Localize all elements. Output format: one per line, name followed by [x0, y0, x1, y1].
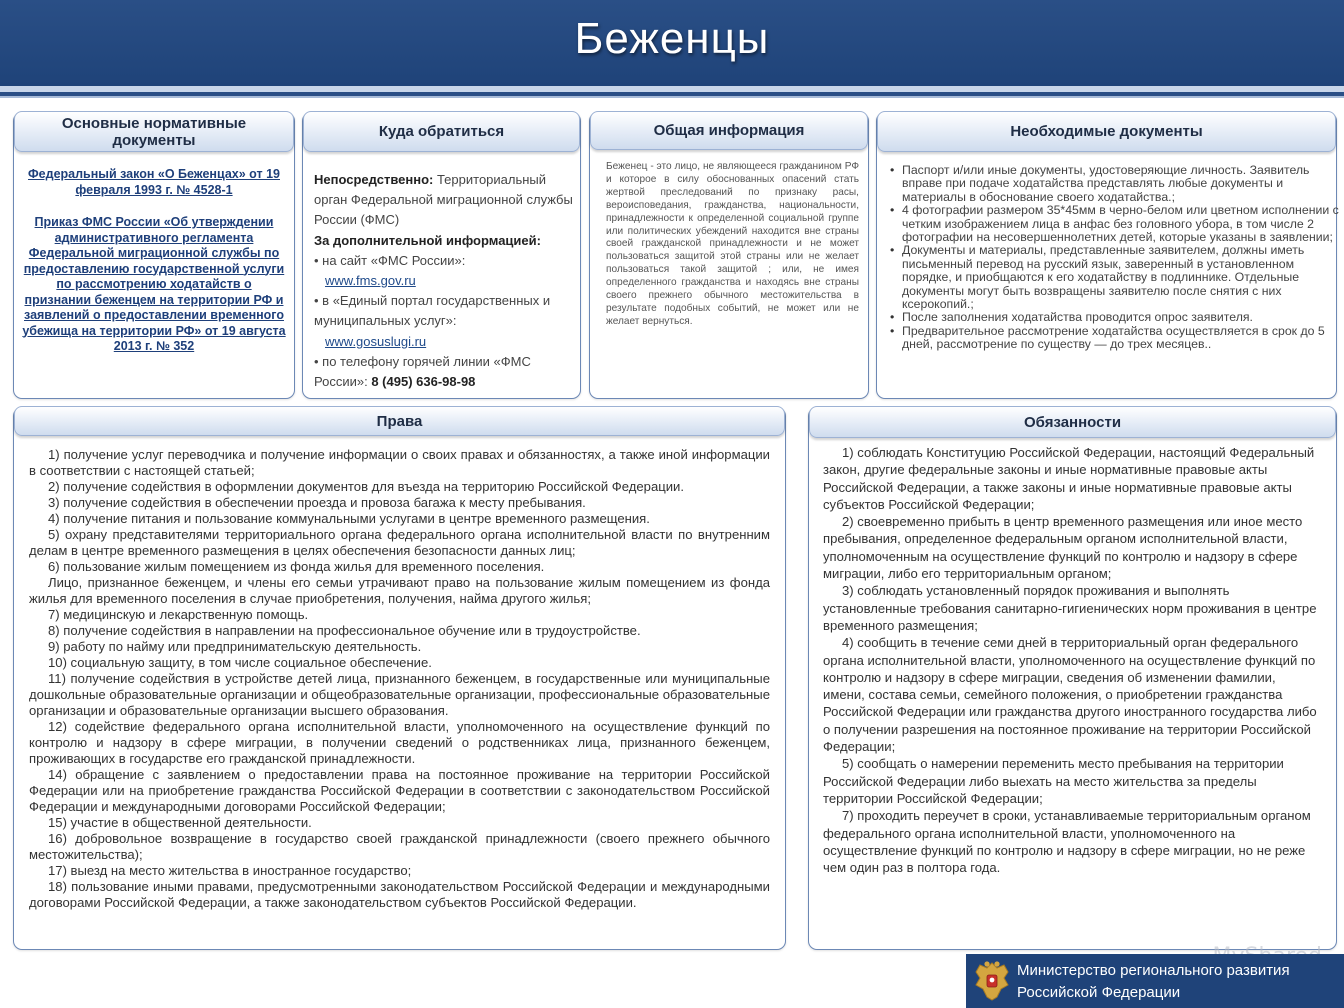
list-item: 12) содействие федерального органа исполнительной власти, уполномоченного на осуществление функций по контролю и надзору в сфере миграции, в получении сведений о родственниках лица, признанного беженцем, проживающих в государстве его гражданской принадлежности. — [29, 718, 770, 766]
duties-tab: Обязанности — [809, 406, 1336, 438]
list-item: 18) пользование иными правами, предусмотренными законодательством Российской Федерации и международными договорами Российской Федерации, а также законодательством субъектов Российской Федерации. — [29, 878, 770, 910]
list-item: 16) добровольное возвращение в государство своей гражданской принадлежности (своего прежнего обычного местожительства); — [29, 830, 770, 862]
direct-label: Непосредственно: — [314, 172, 434, 187]
extra-info-label: За дополнительной информацией: — [314, 232, 541, 248]
list-item: 4) получение питания и пользование коммунальными услугами в центре временного размещения. — [48, 510, 650, 526]
title-banner — [0, 0, 1344, 86]
list-item: • После заполнения ходатайства проводится опрос заявителя. — [902, 311, 1340, 324]
list-item: 7) медицинскую и лекарственную помощь. — [48, 606, 309, 622]
normative-docs-list — [22, 167, 286, 355]
rights-list — [29, 447, 770, 911]
ministry-name-line1: Министерство регионального развития — [1017, 962, 1290, 979]
list-item: 9) работу по найму или предпринимательскую деятельность. — [48, 638, 422, 654]
list-item: 8) получение содействия в направлении на профессиональное обучение или в трудоустройстве. — [48, 622, 641, 638]
duties-list — [823, 444, 1321, 876]
list-item: Лицо, признанное беженцем, и члены его семьи утрачивают право на пользование жилым помещением из фонда жилья для временного поселения в случае приобретения, получения, найма другого жилья; — [29, 574, 770, 606]
list-item: 14) обращение с заявлением о предоставлении права на постоянное проживание на территории Российской Федерации или на приобретение гражданства Российской Федерации в соответствии с законодательством Российской Федерации и международными договорами Российской Федерации; — [29, 766, 770, 814]
list-item: 3) получение содействия в обеспечении проезда и провоза багажа к месту пребывания. — [48, 494, 586, 510]
ministry-name-line2: Российской Федерации — [1017, 984, 1181, 1001]
general-info-text: Беженец - это лицо, не являющееся гражданином РФ и которое в силу обоснованных опасений стать жертвой преследований по признаку расы, вероисповедания, гражданства, национальности, принадлежности к определенной социальной группе или политических убеждений находится вне страны своей гражданской принадлежности и не может пользоваться защитой этой страны или не желает пользоваться такой защитой ; или, не имея определенного гражданства и находясь вне страны своего прежнего обычного местожительства в результате подобных событий, не может или не желает вернуться. — [606, 161, 859, 327]
where-tab: Куда обратиться — [303, 111, 580, 152]
general-info-tab: Общая информация — [590, 111, 868, 150]
list-item: 6) пользование жилым помещением из фонда жилья для временного поселения. — [48, 558, 545, 574]
fms-site-link[interactable]: www.fms.gov.ru — [325, 273, 416, 289]
required-docs-list — [888, 164, 1340, 352]
gosuslugi-link[interactable]: www.gosuslugi.ru — [325, 333, 427, 349]
portal-text: в «Единый портал государственных и муниципальных услуг»: — [314, 293, 551, 329]
site-text: на сайт «ФМС России»: — [322, 252, 466, 268]
list-item: 1) получение услуг переводчика и получение информации о своих правах и обязанностях, а также иной информации в соответствии с настоящей статьей; — [29, 447, 770, 478]
list-item: 17) выезд на место жительства в иностранное государство; — [48, 862, 412, 878]
list-item: 5) сообщать о намерении переменить место пребывания на территории Российской Федерации либо выехать на место жительства за пределы территории Российской Федерации; — [823, 756, 1284, 806]
ministry-footer — [966, 954, 1344, 1008]
list-item: • 4 фотографии размером 35*45мм в черно-белом или цветном исполнении с четким изображением лица в анфас без головного убора, в том числе 2 фотографии на несовершеннолетних детей, которые указаны в заявлении; — [902, 204, 1340, 244]
required-docs-tab: Необходимые документы — [877, 111, 1336, 152]
divider-stripe — [0, 96, 1344, 98]
list-item: 7) проходить переучет в сроки, устанавливаемые территориальным органом федерального органа исполнительной власти, уполномоченного на осуществление функций по контролю и надзору в сфере миграции, но не реже чем один раз в полтора года. — [823, 808, 1311, 876]
federal-law-link[interactable]: Федеральный закон «О Беженцах» от 19 февраля 1993 г. № 4528-1 — [28, 167, 280, 197]
rights-tab: Права — [14, 406, 785, 436]
list-item: • Паспорт и/или иные документы, удостоверяющие личность. Заявитель вправе при подаче ходатайства представлять любые документы и материалы в обоснование своего ходатайства.; — [902, 164, 1340, 204]
list-item: 2) своевременно прибыть в центр временного размещения или иное место пребывания, определенное федеральным органом исполнительной власти, уполномоченным на осуществление функций по контролю и надзору в сфере миграции, либо его территориальным органом; — [823, 514, 1303, 582]
phone-text: по телефону горячей линии «ФМС России»: — [314, 353, 531, 390]
list-item: • Документы и материалы, представленные заявителем, должны иметь письменный перевод на русский язык, заверенный в установленном порядке, и приобщаются к его ходатайству в подлиннике. Отдельные документы могут быть возвращены заявителю после снятия с них ксерокопий.; — [902, 244, 1340, 311]
list-item: 15) участие в общественной деятельности. — [48, 814, 312, 830]
list-item: 1) соблюдать Конституцию Российской Федерации, настоящий Федеральный закон, другие федеральные законы и иные нормативные правовые акты Российской Федерации, а также законы и иные нормативные правовые акты субъектов Российской Федерации; — [823, 445, 1315, 512]
list-item: 4) сообщить в течение семи дней в территориальный орган федерального органа исполнительной власти, уполномоченного на осуществление функций по контролю и надзору в сфере миграции, сведения об изменении фамилии, имени, состава семьи, семейного положения, о приобретении гражданства Российской Федерации или гражданства другого иностранного государства либо о получении разрешения на постоянное проживание на территории Российской Федерации; — [823, 635, 1317, 755]
list-item: 2) получение содействия в оформлении документов для въезда на территорию Российской Федерации. — [48, 478, 685, 494]
hotline-phone: 8 (495) 636-98-98 — [371, 374, 476, 390]
fms-order-link[interactable]: Приказ ФМС России «Об утверждении административного регламента Федеральной миграционной службы по предоставлению государственной услуги по рассмотрению ходатайств о признании беженцем на территории РФ и заявлений о предоставлении временного убежища на территории РФ» от 19 августа 2013 г. № 352 — [22, 215, 286, 353]
direct-text: Территориальный орган Федеральной миграционной службы России (ФМС) — [314, 172, 573, 228]
list-item: 3) соблюдать установленный порядок проживания и выполнять установленные требования санитарно-гигиенических норм проживания в центре временного размещения; — [823, 583, 1317, 633]
page-title: Беженцы — [574, 14, 770, 63]
list-item: • Предварительное рассмотрение ходатайства осуществляется в срок до 5 дней, рассмотрение по существу — до трех месяцев.. — [902, 325, 1340, 352]
where-content: Непосредственно: Территориальный орган Федеральной миграционной службы России (ФМС) За дополнительной информацией: • на сайт «ФМС России»: www.fms.gov.ru • в «Единый портал государственных и муниципальных услуг»: www.gosuslugi.ru • по телефону горячей линии «ФМС России»: 8 (495) 636-98-98 — [314, 172, 573, 390]
list-item: 10) социальную защиту, в том числе социальное обеспечение. — [48, 654, 432, 670]
list-item: 11) получение содействия в устройстве детей лица, признанного беженцем, в государственные или муниципальные дошкольные образовательные организации и общеобразовательные организации, профессиональные образовательные организации и образовательные организации высшего образования. — [29, 670, 770, 718]
normative-docs-tab: Основные нормативные документы — [14, 111, 294, 152]
list-item: 5) охрану представителями территориального органа федерального органа исполнительной власти по внутренним делам в центре временного размещения в целях обеспечения безопасности данных лиц; — [29, 526, 770, 558]
coat-of-arms-icon — [973, 959, 1011, 1003]
